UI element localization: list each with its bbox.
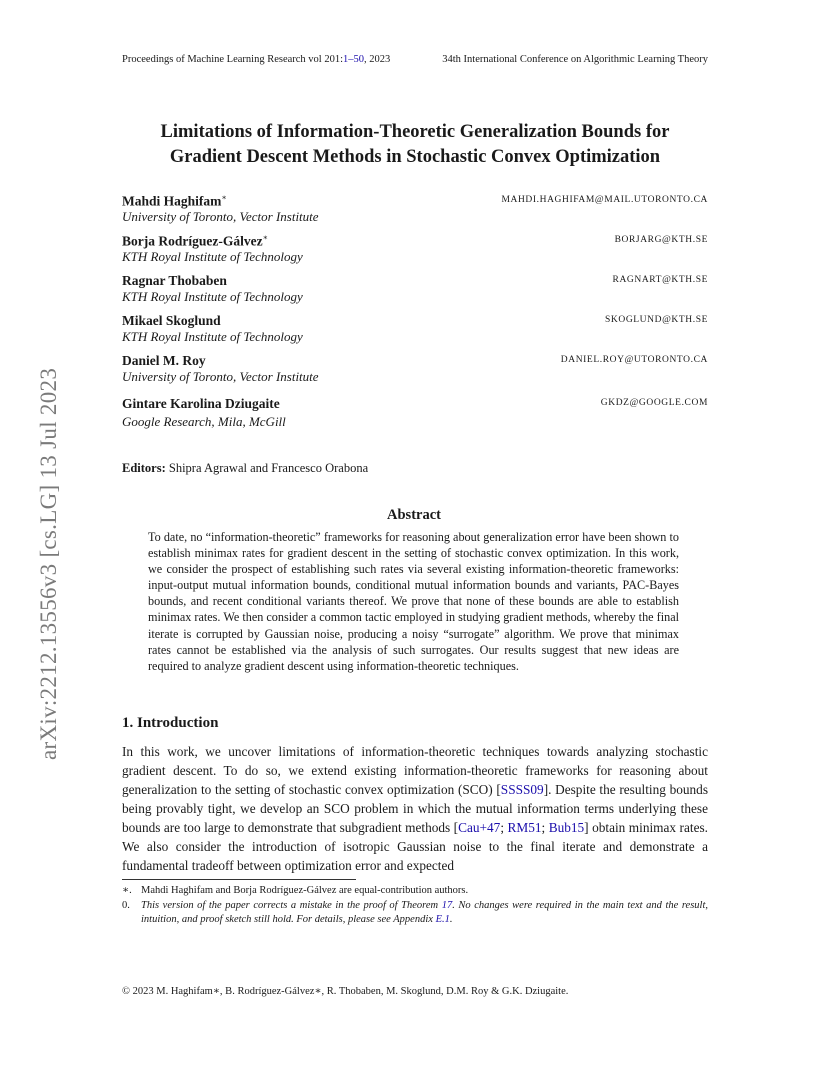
footnote-mark: 0. — [122, 899, 130, 911]
footnote-divider — [122, 879, 356, 880]
citation-link[interactable]: Bub15 — [548, 820, 585, 835]
pages-link[interactable]: 1–50 — [343, 54, 365, 65]
footnote-text: This version of the paper corrects a mistake in the proof of Theorem 17. No changes were required in the main text and the result, intuition, and proof sketch still hold. For details, please see Appendix E.1. — [141, 899, 708, 925]
author-name: Gintare Karolina Dziugaite — [122, 396, 280, 411]
author-affiliation: University of Toronto, Vector Institute — [122, 369, 319, 384]
author-name: Mahdi Haghifam∗ — [122, 193, 227, 209]
conference-name: 34th International Conference on Algorithmic Learning Theory — [442, 54, 708, 65]
editors-label: Editors: — [122, 461, 166, 475]
footnotes — [122, 884, 708, 928]
equal-contribution-mark: ∗ — [221, 193, 227, 202]
author-email[interactable]: GKDZ@GOOGLE.COM — [600, 398, 708, 408]
citation-link[interactable]: RM51 — [507, 820, 542, 835]
author-block — [122, 273, 708, 311]
author-name: Daniel M. Roy — [122, 353, 206, 368]
author-email[interactable]: RAGNART@KTH.SE — [612, 275, 708, 285]
author-name: Ragnar Thobaben — [122, 273, 227, 288]
footnote — [122, 899, 708, 928]
author-block — [122, 353, 708, 391]
author-email[interactable]: DANIEL.ROY@UTORONTO.CA — [560, 355, 708, 365]
paper-title — [100, 120, 730, 170]
author-name: Borja Rodríguez-Gálvez∗ — [122, 233, 269, 249]
footnote — [122, 884, 708, 899]
author-affiliation: KTH Royal Institute of Technology — [122, 329, 303, 344]
abstract-heading: Abstract — [387, 507, 441, 523]
author-block — [122, 396, 708, 434]
author-block — [122, 193, 708, 231]
author-email[interactable]: BORJARG@KTH.SE — [614, 235, 708, 245]
title-line-2: Gradient Descent Methods in Stochastic Convex Optimization — [169, 147, 661, 167]
proceedings-prefix: Proceedings of Machine Learning Research vol 201: — [122, 54, 344, 65]
copyright-notice: © 2023 M. Haghifam∗, B. Rodríguez-Gálvez∗, R. Thobaben, M. Skoglund, D.M. Roy & G.K. Dziugaite. — [122, 986, 569, 997]
editors-names: Shipra Agrawal and Francesco Orabona — [168, 461, 369, 475]
author-name: Mikael Skoglund — [122, 313, 221, 328]
proceedings-year: , 2023 — [364, 54, 391, 65]
author-affiliation: KTH Royal Institute of Technology — [122, 249, 303, 264]
arxiv-stamp: arXiv:2212.13556v3 [cs.LG] 13 Jul 2023 — [36, 367, 61, 760]
author-block — [122, 313, 708, 351]
section-heading-introduction: 1. Introduction — [122, 715, 219, 731]
equal-contribution-mark: ∗ — [262, 233, 269, 242]
introduction-paragraph: In this work, we uncover limitations of information-theoretic techniques towards analyzing stochastic gradient descent. To do so, we extend existing information-theoretic frameworks for reasoning about generalization to the setting of stochastic convex optimization (SCO) [SSSS09]. Despite the resulting bounds being provably tight, we develop an SCO problem in which the mutual information terms underlying these bounds are too large to demonstrate that subgradient methods [Cau+47; RM51; Bub15] obtain minimax rates. We also consider the introduction of isotropic Gaussian noise to the final iterate and demonstrate a fundamental tradeoff between optimization error and expected — [122, 744, 708, 873]
author-email[interactable]: SKOGLUND@KTH.SE — [605, 315, 708, 325]
citation-link[interactable]: Cau+47 — [458, 820, 501, 835]
author-affiliation: Google Research, Mila, McGill — [122, 414, 286, 429]
author-affiliation: KTH Royal Institute of Technology — [122, 289, 303, 304]
proceedings-info — [122, 54, 390, 65]
editors-line — [122, 461, 368, 476]
theorem-link[interactable]: 17 — [441, 899, 453, 911]
author-block — [122, 233, 708, 271]
footnote-text: Mahdi Haghifam and Borja Rodríguez-Gálvez are equal-contribution authors. — [141, 885, 469, 896]
author-email[interactable]: MAHDI.HAGHIFAM@MAIL.UTORONTO.CA — [501, 195, 708, 205]
title-line-1: Limitations of Information-Theoretic Generalization Bounds for — [160, 122, 670, 142]
abstract-text: To date, no “information-theoretic” frameworks for reasoning about generalization error have been shown to establish minimax rates for gradient descent in the setting of stochastic convex optimization. In this work, we consider the prospect of establishing such rates via several existing information-theoretic frameworks: input-output mutual information bounds, conditional mutual information bounds and variants, PAC-Bayes bounds, and recent conditional variants thereof. We prove that none of these bounds are able to establish minimax rates. We then consider a common tactic employed in studying gradient methods, whereby the final iterate is corrupted by Gaussian noise, producing a noisy “surrogate” algorithm. We prove that minimax rates cannot be established via the analysis of such surrogates. Our results suggest that new ideas are required to analyze gradient descent using information-theoretic techniques. — [148, 530, 679, 673]
author-affiliation: University of Toronto, Vector Institute — [122, 209, 319, 224]
citation-link[interactable]: SSSS09 — [500, 782, 544, 797]
appendix-link[interactable]: E.1 — [435, 914, 450, 925]
footnote-mark: ∗. — [122, 885, 132, 896]
